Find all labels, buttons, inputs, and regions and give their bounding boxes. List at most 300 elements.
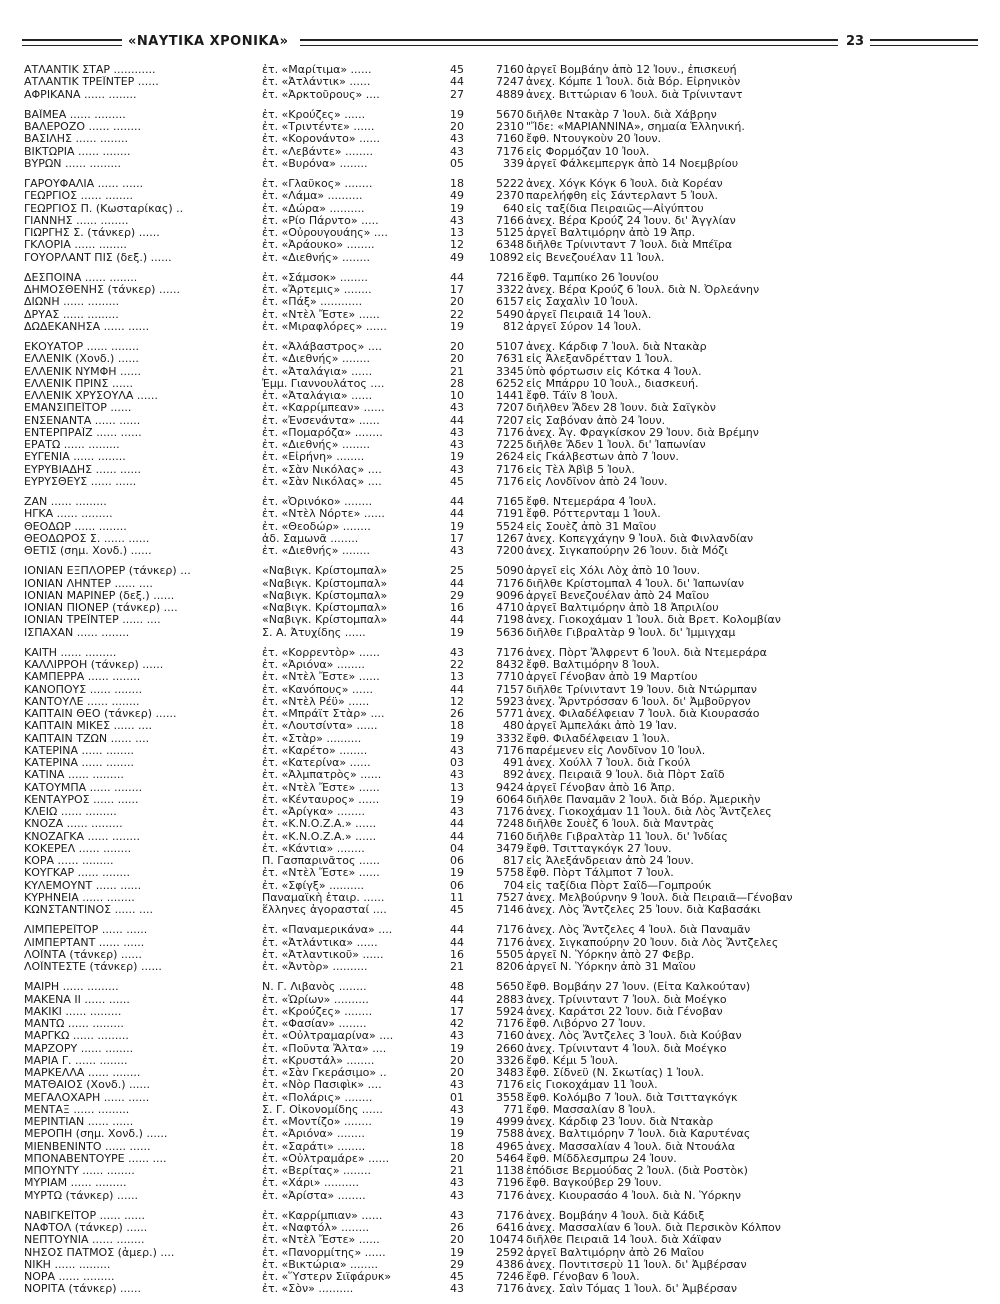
ship-row [24,378,954,390]
voyage-status: ἀνεχ. Ἄρντρόσσαν 6 Ἰουλ. δι' Ἀμβοῦργον [526,695,751,708]
ship-row [24,341,954,353]
tonnage: 7191 [496,508,524,521]
build-year: 19 [450,1246,464,1259]
agent: Π. Γασπαρινᾶτος ...... [262,855,380,867]
ship-row [24,981,954,993]
letter-group [24,924,954,973]
build-year: 45 [450,64,464,76]
voyage-status: ἔφθ. Ταμπίκο 26 Ἰουνίου [526,271,659,284]
voyage-status: ἀργεῖ Βαλτιμόρην ἀπὸ 26 Μαΐου [526,1246,705,1259]
voyage-status: ἔφθ. Βομβάην 27 Ἰουν. (Εἶτα Καλκούταν) [526,981,751,994]
tonnage: 7176 [496,426,524,439]
ship-row [24,671,954,683]
ship-name: ΚΟΡΑ ...... ......... [24,855,114,867]
voyage-status: ἀνεχ. Λὸς Ἄντζελες 4 Ἰουλ. διὰ Παναμᾶν [526,924,751,937]
header-rule-left [22,39,122,46]
ship-row [24,924,954,936]
tonnage: 5490 [496,308,524,321]
ship-row [24,892,954,904]
agent: ἐτ. «Σφίγξ» .......... [262,879,365,892]
build-year: 45 [450,475,464,488]
tonnage: 7160 [496,64,524,76]
ship-row [24,937,954,949]
tonnage: 7247 [496,76,524,89]
tonnage: 4999 [496,1116,524,1128]
agent: ἐτ. «Κορονάντο» ...... [262,133,381,146]
tonnage: 7176 [496,1079,524,1092]
voyage-status: ἔφθ. Λιβόρνο 27 Ἰουν. [526,1018,646,1030]
ship-name: ΜΥΡΙΑΜ ...... ......... [24,1177,127,1190]
tonnage: 2310 [496,121,524,133]
voyage-status: εἰς Ἀλεξανδρέτταν 1 Ἰουλ. [526,353,673,366]
agent: ἐτ. «Οὐρουγουάης» .... [262,227,388,239]
ship-name: ΒΑΣΙΛΗΣ ...... ........ [24,133,128,146]
ship-row [24,769,954,781]
ship-name: ΓΕΩΡΓΙΟΣ ...... ........ [24,190,134,203]
tonnage: 7207 [496,402,524,415]
ship-name: ΕΝΣΕΝΑΝΤΑ ...... ...... [24,414,141,427]
voyage-status: ἀνεχ. Σιγκαπούρην 26 Ἰουν. διὰ Μόζι [526,545,728,557]
letter-group [24,565,954,639]
tonnage: 2370 [496,190,524,203]
tonnage: 5924 [496,1005,524,1018]
tonnage: 7176 [496,1209,524,1222]
build-year: 49 [450,190,464,203]
voyage-status: ἀνεχ. Κοπεγχάγην 9 Ἰουλ. διὰ Φινλανδίαν [526,532,754,545]
voyage-status: ἀνεχ. Γιοκοχάμαν 1 Ἰουλ. διὰ Βρετ. Κολομβίαν [526,614,781,627]
publication-title: «ΝΑΥΤΙΚΑ ΧΡΟΝΙΚΑ» [128,34,289,49]
tonnage: 7176 [496,1018,524,1030]
build-year: 44 [450,496,464,508]
voyage-status: ἀνεχ. Σιγκαπούρην 20 Ἰουν. διὰ Λὸς Ἄντζελες [526,936,779,949]
ship-name: ΚΑΠΤΑΙΝ ΤΖΩΝ ...... .... [24,732,150,745]
page-number: 23 [845,34,865,49]
agent: ἐτ. «Λουτσίντα» ...... [262,720,378,733]
voyage-status: διῆλθε Γιβραλτὰρ 9 Ἰουλ. δι' Ἰμμιγχαμ [526,626,736,639]
build-year: 44 [450,830,464,843]
build-year: 20 [450,1067,464,1079]
voyage-status: ἀνεχ. Βέρα Κρούζ 6 Ἰουλ. διὰ Ν. Ὀρλεάνην [526,284,760,296]
tonnage: 5524 [496,520,524,533]
voyage-status: ἀνεχ. Κόμπε 1 Ἰουλ. διὰ Βόρ. Εἰρηνικὸν [526,76,741,89]
ship-name: ΔΩΔΕΚΑΝΗΣΑ ...... ...... [24,320,150,333]
voyage-status: ἀνεχ. Ἁγ. Φραγκίσκον 29 Ἰουν. διὰ Βρέμην [526,426,759,439]
tonnage: 6348 [496,239,524,252]
ship-row [24,1141,954,1153]
tonnage: 3479 [496,842,524,855]
ship-name: ΝΗΣΟΣ ΠΑΤΜΟΣ (ἀμερ.) .... [24,1246,175,1259]
ship-name: ΚΑΝΟΠΟΥΣ ...... ........ [24,683,143,696]
build-year: 22 [450,659,464,671]
ship-row [24,227,954,239]
voyage-status: εἰς Βενεζουέλαν 11 Ἰουλ. [526,251,665,264]
ship-name: ΚΑΜΠΕΡΡΑ ...... ........ [24,671,141,684]
agent: «Ναβιγκ. Κρίστομπαλ» [262,614,388,627]
tonnage: 10474 [489,1234,524,1247]
letter-group [24,1210,954,1296]
build-year: 44 [450,614,464,627]
voyage-status: ἀνεχ. Κάρδιφ 7 Ἰουλ. διὰ Ντακὰρ [526,341,707,353]
ship-name: ΛΙΜΠΕΡΕΪΤΟΡ ...... ...... [24,924,148,937]
voyage-status: ἀνεχ. Βέρα Κρούζ 24 Ἰουν. δι' Ἀγγλίαν [526,214,736,227]
build-year: 21 [450,961,464,973]
ship-row [24,696,954,708]
build-year: 13 [450,227,464,239]
ship-row [24,1234,954,1246]
ship-row [24,1259,954,1271]
voyage-status: ἀνεχ. Καράτσι 22 Ἰουν. διὰ Γένοβαν [526,1005,723,1018]
ship-name: ΚΑΠΤΑΙΝ ΜΙΚΕΣ ...... .... [24,720,153,733]
ship-name: ΚΟΚΕΡΕΛ ...... ........ [24,842,132,855]
tonnage: 5107 [496,341,524,353]
build-year: 01 [450,1091,464,1104]
build-year: 44 [450,683,464,696]
tonnage: 6064 [496,793,524,806]
tonnage: 5636 [496,626,524,639]
voyage-status: ἔφθ. Μασσαλίαν 8 Ἰουλ. [526,1103,656,1116]
ship-name: ΕΥΡΥΣΘΕΥΣ ...... ...... [24,475,137,488]
ship-name: ΑΤΛΑΝΤΙΚ ΤΡΕΪΝΤΕΡ ...... [24,76,159,89]
agent: Σ. Γ. Οἰκονομίδης ...... [262,1103,383,1116]
ship-row [24,203,954,215]
ship-name: ΕΛΛΕΝΙΚ (Χονδ.) ...... [24,353,139,366]
ship-row [24,121,954,133]
agent: Παναμαϊκὴ ἑταιρ. ...... [262,891,385,904]
agent: ἐτ. «Σάμσοκ» ........ [262,271,368,284]
ship-name: ΔΙΩΝΗ ...... ......... [24,296,120,309]
agent: ἐτ. «Οὐλτραμαρίνα» .... [262,1030,394,1043]
agent: ἐτ. «Ναφτόλ» ........ [262,1222,370,1234]
tonnage: 812 [503,320,524,333]
ship-name: ΚΩΝΣΤΑΝΤΙΝΟΣ ...... .... [24,904,154,916]
agent: ἕλληνες ἀγορασταί .... [262,904,387,916]
voyage-status: ἀνεχ. Λὸς Ἄντζελες 3 Ἰουλ. διὰ Κούβαν [526,1030,742,1043]
build-year: 17 [450,284,464,296]
voyage-status: ἀργεῖ Γένοβαν ἀπὸ 16 Ἀπρ. [526,781,675,794]
voyage-status: παρέμενεν εἰς Λονδῖνον 10 Ἰουλ. [526,744,706,757]
ship-listing [24,64,954,1304]
voyage-status: εἰς Γιοκοχάμαν 11 Ἰουλ. [526,1079,658,1092]
tonnage: 3332 [496,732,524,745]
agent: ἐτ. «Σὰν Νικόλας» .... [262,475,382,488]
build-year: 13 [450,781,464,794]
voyage-status: ἀνεχ. Τρίνινταντ 7 Ἰουλ. διὰ Μοέγκο [526,993,727,1006]
agent: ἐτ. «Σὸν» .......... [262,1283,354,1296]
agent: ἐτ. «Διεθνής» ........ [262,251,370,264]
voyage-status: ἀνεχ. Χούλλ 7 Ἰουλ. διὰ Γκούλ [526,757,691,769]
ship-name: ΔΡΥΑΣ ...... ......... [24,308,119,321]
tonnage: 7631 [496,353,524,366]
tonnage: 7176 [496,744,524,757]
tonnage: 7246 [496,1271,524,1283]
build-year: 44 [450,936,464,949]
ship-row [24,439,954,451]
voyage-status: εἰς Λονδῖνον ἀπὸ 24 Ἰουν. [526,475,668,488]
build-year: 43 [450,744,464,757]
voyage-status: εἰς Φορμόζαν 10 Ἰουλ. [526,145,650,158]
ship-name: ΜΙΕΝΒΕΝΙΝΤΟ ...... ...... [24,1140,151,1153]
voyage-status: ἀνεχ. Μελβούρνην 9 Ἰουλ. διὰ Πειραιᾶ—Γένοβαν [526,891,793,904]
voyage-status: ἔφθ. Ρόττερνταμ 1 Ἰουλ. [526,508,661,521]
ship-row [24,684,954,696]
tonnage: 1138 [496,1165,524,1177]
tonnage: 7176 [496,1283,524,1296]
ship-row [24,757,954,769]
agent: Σ. Α. Ἀτυχίδης ...... [262,626,366,639]
ship-row [24,309,954,321]
agent: ἐτ. «Διεθνής» ........ [262,545,370,557]
agent: ἐτ. «Ντὲλ Ἔστε» ...... [262,308,380,321]
voyage-status: εἰς Τὲλ Ἀβὶβ 5 Ἰουλ. [526,463,635,476]
tonnage: 1267 [496,532,524,545]
ship-name: ΛΟΪΝΤΑ (τάνκερ) ...... [24,948,142,961]
agent: ἐτ. «Σὰν Νικόλας» .... [262,463,382,476]
voyage-status: ἀνεχ. Σαὶν Τόμας 1 Ἰουλ. δι' Ἀμβέρσαν [526,1283,737,1296]
ship-row [24,1177,954,1189]
agent: ἐτ. «Σὰν Γκεράσιμο» .. [262,1067,387,1079]
voyage-status: ἔφθ. Φιλαδέλφειαν 1 Ἰουλ. [526,732,670,745]
tonnage: 9424 [496,781,524,794]
tonnage: 7176 [496,145,524,158]
tonnage: 9096 [496,589,524,602]
ship-row [24,880,954,892]
agent: ἐτ. «Κρούζες» ...... [262,108,366,121]
ship-name: ΜΠΟΝΑΒΕΝΤΟΥΡΕ ...... .... [24,1152,167,1165]
agent: ἐτ. «Πάξ» ............ [262,296,363,309]
ship-row [24,1104,954,1116]
agent: «Ναβιγκ. Κρίστομπαλ» [262,577,388,590]
agent: ἐτ. «Ἀρκτοῦρους» .... [262,88,380,101]
ship-name: ΜΑΡΙΑ Γ. ...... ........ [24,1054,128,1067]
agent: ἐτ. «Ποῦντα Ἄλτα» .... [262,1042,387,1055]
ship-name: ΑΦΡΙΚΑΝΑ ...... ........ [24,88,137,101]
voyage-status: εἰς Σουὲζ ἀπὸ 31 Μαΐου [526,520,657,533]
tonnage: 4386 [496,1258,524,1271]
ship-row [24,994,954,1006]
ship-name: ΕΝΤΕΡΠΡΑΪΖ ...... ...... [24,426,142,439]
agent: ἐτ. «Στὰρ» .......... [262,732,362,745]
voyage-status: ἀνεχ. Πειραιᾶ 9 Ἰουλ. διὰ Πὸρτ Σαΐδ [526,769,725,782]
agent: ἐτ. «Γλαῦκος» ........ [262,178,373,190]
voyage-status: ἔφθ. Ντεμεράρα 4 Ἰουλ. [526,496,657,508]
build-year: 19 [450,867,464,880]
voyage-status: ὑπὸ φόρτωσιν εἰς Κότκα 4 Ἰουλ. [526,365,702,378]
ship-name: ΖΑΝ ...... ......... [24,496,107,508]
voyage-status: ἀνεχ. Πὸρτ Ἄλφρεντ 6 Ἰουλ. διὰ Ντεμεράρα [526,646,767,659]
build-year: 06 [450,855,464,867]
ship-row [24,415,954,427]
agent: ἐτ. «Καρρίμπιαν» ...... [262,1209,383,1222]
voyage-status: ἀργεῖ Σύρον 14 Ἰουλ. [526,320,642,333]
ship-row [24,545,954,557]
tonnage: 5464 [496,1152,524,1165]
agent: ἐτ. «Κατερίνα» ...... [262,757,371,769]
tonnage: 8206 [496,961,524,973]
voyage-status: ἔφθ. Κολόμβο 7 Ἰουλ. διὰ Τσιτταγκόγκ [526,1091,738,1104]
agent: ἐτ. «Ἀταλάγια» ...... [262,390,373,402]
ship-name: ΘΕΟΔΩΡΟΣ Σ. ...... ...... [24,532,150,545]
ship-name: ΚΑΤΕΡΙΝΑ ...... ........ [24,757,134,769]
voyage-status: ἀργεῖ εἰς Χόλι Λὸχ ἀπὸ 10 Ἰουν. [526,565,701,578]
ship-name: ΝΙΚΗ ...... ......... [24,1258,111,1271]
build-year: 43 [450,1030,464,1043]
ship-name: ΒΑΛΕΡΟΖΟ ...... ........ [24,121,141,133]
voyage-status: ἔφθ. Ντουγκοὺν 20 Ἰουν. [526,133,662,146]
ship-name: ΚΑΤΙΝΑ ...... ......... [24,769,124,782]
ship-name: ΕΚΟΥΑΤΟΡ ...... ........ [24,341,140,353]
agent: ἐτ. «Ἀντὸρ» .......... [262,961,368,973]
ship-row [24,614,954,626]
voyage-status: διῆλθε Γιβραλτὰρ 11 Ἰουλ. δι' Ἰνδίας [526,830,728,843]
tonnage: 7176 [496,475,524,488]
agent: ἐτ. «Καρέτο» ........ [262,744,368,757]
build-year: 19 [450,320,464,333]
ship-name: ΓΚΛΟΡΙΑ ...... ........ [24,239,127,252]
build-year: 20 [450,1054,464,1067]
ship-name: ΛΙΜΠΕΡΤΑΝΤ ...... ...... [24,936,145,949]
agent: ἐτ. «Ἀλάβαστρος» .... [262,341,382,353]
voyage-status: παρελήφθη εἰς Σάντερλαντ 5 Ἰουλ. [526,190,719,203]
tonnage: 2624 [496,451,524,464]
tonnage: 5758 [496,867,524,880]
agent: ἐτ. «Δώρα» .......... [262,202,365,215]
ship-row [24,521,954,533]
build-year: 11 [450,891,464,904]
agent: ἐτ. «Ἀριόνα» ........ [262,659,365,671]
ship-row [24,1222,954,1234]
ship-row [24,321,954,333]
ship-row [24,733,954,745]
voyage-status: ἀνεχ. Κιουρασάο 4 Ἰουλ. διὰ Ν. Ὑόρκην [526,1189,742,1202]
agent: ἐτ. «Κάντια» ........ [262,842,365,855]
ship-name: ΝΟΡΑ ...... ......... [24,1271,115,1283]
build-year: 20 [450,353,464,366]
letter-group [24,981,954,1202]
agent: ἐτ. «Ντὲλ Ἔστε» ...... [262,867,380,880]
voyage-status: ἀνεχ. Κάρδιφ 23 Ἰουν. διὰ Ντακὰρ [526,1116,714,1128]
build-year: 43 [450,806,464,818]
ship-name: ΛΟΪΝΤΕΣΤΕ (τάνκερ) ...... [24,961,162,973]
build-year: 29 [450,589,464,602]
voyage-status: διῆλθε Ντακὰρ 7 Ἰουλ. διὰ Χάβρην [526,108,717,121]
tonnage: 7176 [496,646,524,659]
build-year: 43 [450,1103,464,1116]
ship-row [24,109,954,121]
ship-row [24,578,954,590]
agent: ἐτ. «Ἀλμπατρὸς» ...... [262,769,382,782]
ship-row [24,272,954,284]
tonnage: 892 [503,769,524,782]
build-year: 19 [450,108,464,121]
ship-name: ΜΕΓΑΛΟΧΑΡΗ ...... ...... [24,1091,150,1104]
tonnage: 6157 [496,296,524,309]
voyage-status: εἰς ταξίδια Πὸρτ Σαΐδ—Γομπρούκ [526,879,712,892]
ship-row [24,239,954,251]
ship-name: ΘΕΟΔΩΡ ...... ........ [24,520,127,533]
voyage-status: ἀνεχ. Βιττώριαν 6 Ἰουλ. διὰ Τρίνινταντ [526,88,743,101]
ship-row [24,64,954,76]
ship-row [24,602,954,614]
ship-row [24,855,954,867]
agent: ἐτ. «Κανόπους» ...... [262,683,374,696]
ship-row [24,961,954,973]
voyage-status: ἀργεῖ Πειραιᾶ 14 Ἰουλ. [526,308,652,321]
agent: ἐτ. «Ἀταλάγια» ...... [262,365,373,378]
build-year: 19 [450,732,464,745]
header-rule-right [870,39,978,46]
build-year: 12 [450,695,464,708]
build-year: 19 [450,1116,464,1128]
ship-name: ΙΟΝΙΑΝ ΠΙΟΝΕΡ (τάνκερ) .... [24,602,178,614]
ship-row [24,1153,954,1165]
agent: ἐτ. «Μοντίζο» ........ [262,1116,372,1128]
voyage-status: ἔφθ. Γένοβαν 6 Ἰουλ. [526,1271,640,1283]
build-year: 19 [450,520,464,533]
ship-name: ΜΑΡΚΕΛΛΑ ...... ........ [24,1067,141,1079]
tonnage: 5222 [496,178,524,190]
ship-name: ΘΕΤΙΣ (σημ. Χονδ.) ...... [24,545,152,557]
agent: Ἐμμ. Γιαννουλάτος .... [262,377,385,390]
ship-row [24,133,954,145]
ship-row [24,590,954,602]
ship-name: ΚΥΛΕΜΟΥΝΤ ...... ...... [24,879,142,892]
build-year: 48 [450,981,464,994]
build-year: 45 [450,904,464,916]
build-year: 43 [450,1177,464,1190]
tonnage: 7176 [496,806,524,818]
build-year: 19 [450,451,464,464]
ship-row [24,818,954,830]
voyage-status: ἀργεῖ Ν. Ὑόρκην ἀπὸ 27 Φεβρ. [526,948,695,961]
tonnage: 7527 [496,891,524,904]
ship-name: ΕΥΡΥΒΙΑΔΗΣ ...... ...... [24,463,142,476]
agent: ἐτ. «Σαράτι» ........ [262,1140,366,1153]
voyage-status: ἀνεχ. Βομβάην 4 Ἰουλ. διὰ Κάδιξ [526,1209,705,1222]
voyage-status: ἀνεχ. Ποντιτσερὺ 11 Ἰουλ. δι' Ἀμβέρσαν [526,1258,747,1271]
ship-name: ΓΙΑΝΝΗΣ ...... ........ [24,214,129,227]
ship-row [24,782,954,794]
tonnage: 4889 [496,88,524,101]
ship-name: ΓΑΡΟΥΦΑΛΙΑ ...... ...... [24,178,144,190]
ship-row [24,158,954,170]
tonnage: 7176 [496,577,524,590]
ship-row [24,1210,954,1222]
ship-name: ΗΓΚΑ ...... ......... [24,508,113,521]
build-year: 18 [450,1140,464,1153]
tonnage: 817 [503,855,524,867]
agent: ἐτ. «Παναμερικάνα» .... [262,924,393,937]
ship-row [24,178,954,190]
ship-row [24,843,954,855]
build-year: 43 [450,1189,464,1202]
ship-name: ΝΕΠΤΟΥΝΙΑ ...... ........ [24,1234,145,1247]
voyage-status: ἀργεῖ Βενεζουέλαν ἀπὸ 24 Μαΐου [526,589,710,602]
ship-row [24,427,954,439]
agent: ἐτ. «Κ.Ν.Ο.Ζ.Α.» ...... [262,818,377,831]
voyage-status: ἔφθ. Βαγκούβερ 29 Ἰουν. [526,1177,662,1190]
ship-name: ΚΑΤΟΥΜΠΑ ...... ........ [24,781,143,794]
tonnage: 7248 [496,818,524,831]
ship-name: ΜΑΤΘΑΙΟΣ (Χονδ.) ...... [24,1079,150,1092]
tonnage: 7166 [496,214,524,227]
agent: ἐτ. «Διεθνής» ........ [262,439,370,451]
tonnage: 3345 [496,365,524,378]
ship-row [24,476,954,488]
agent: ἐτ. «Κένταυρος» ...... [262,793,380,806]
build-year: 43 [450,133,464,146]
tonnage: 3322 [496,284,524,296]
tonnage: 7588 [496,1128,524,1141]
